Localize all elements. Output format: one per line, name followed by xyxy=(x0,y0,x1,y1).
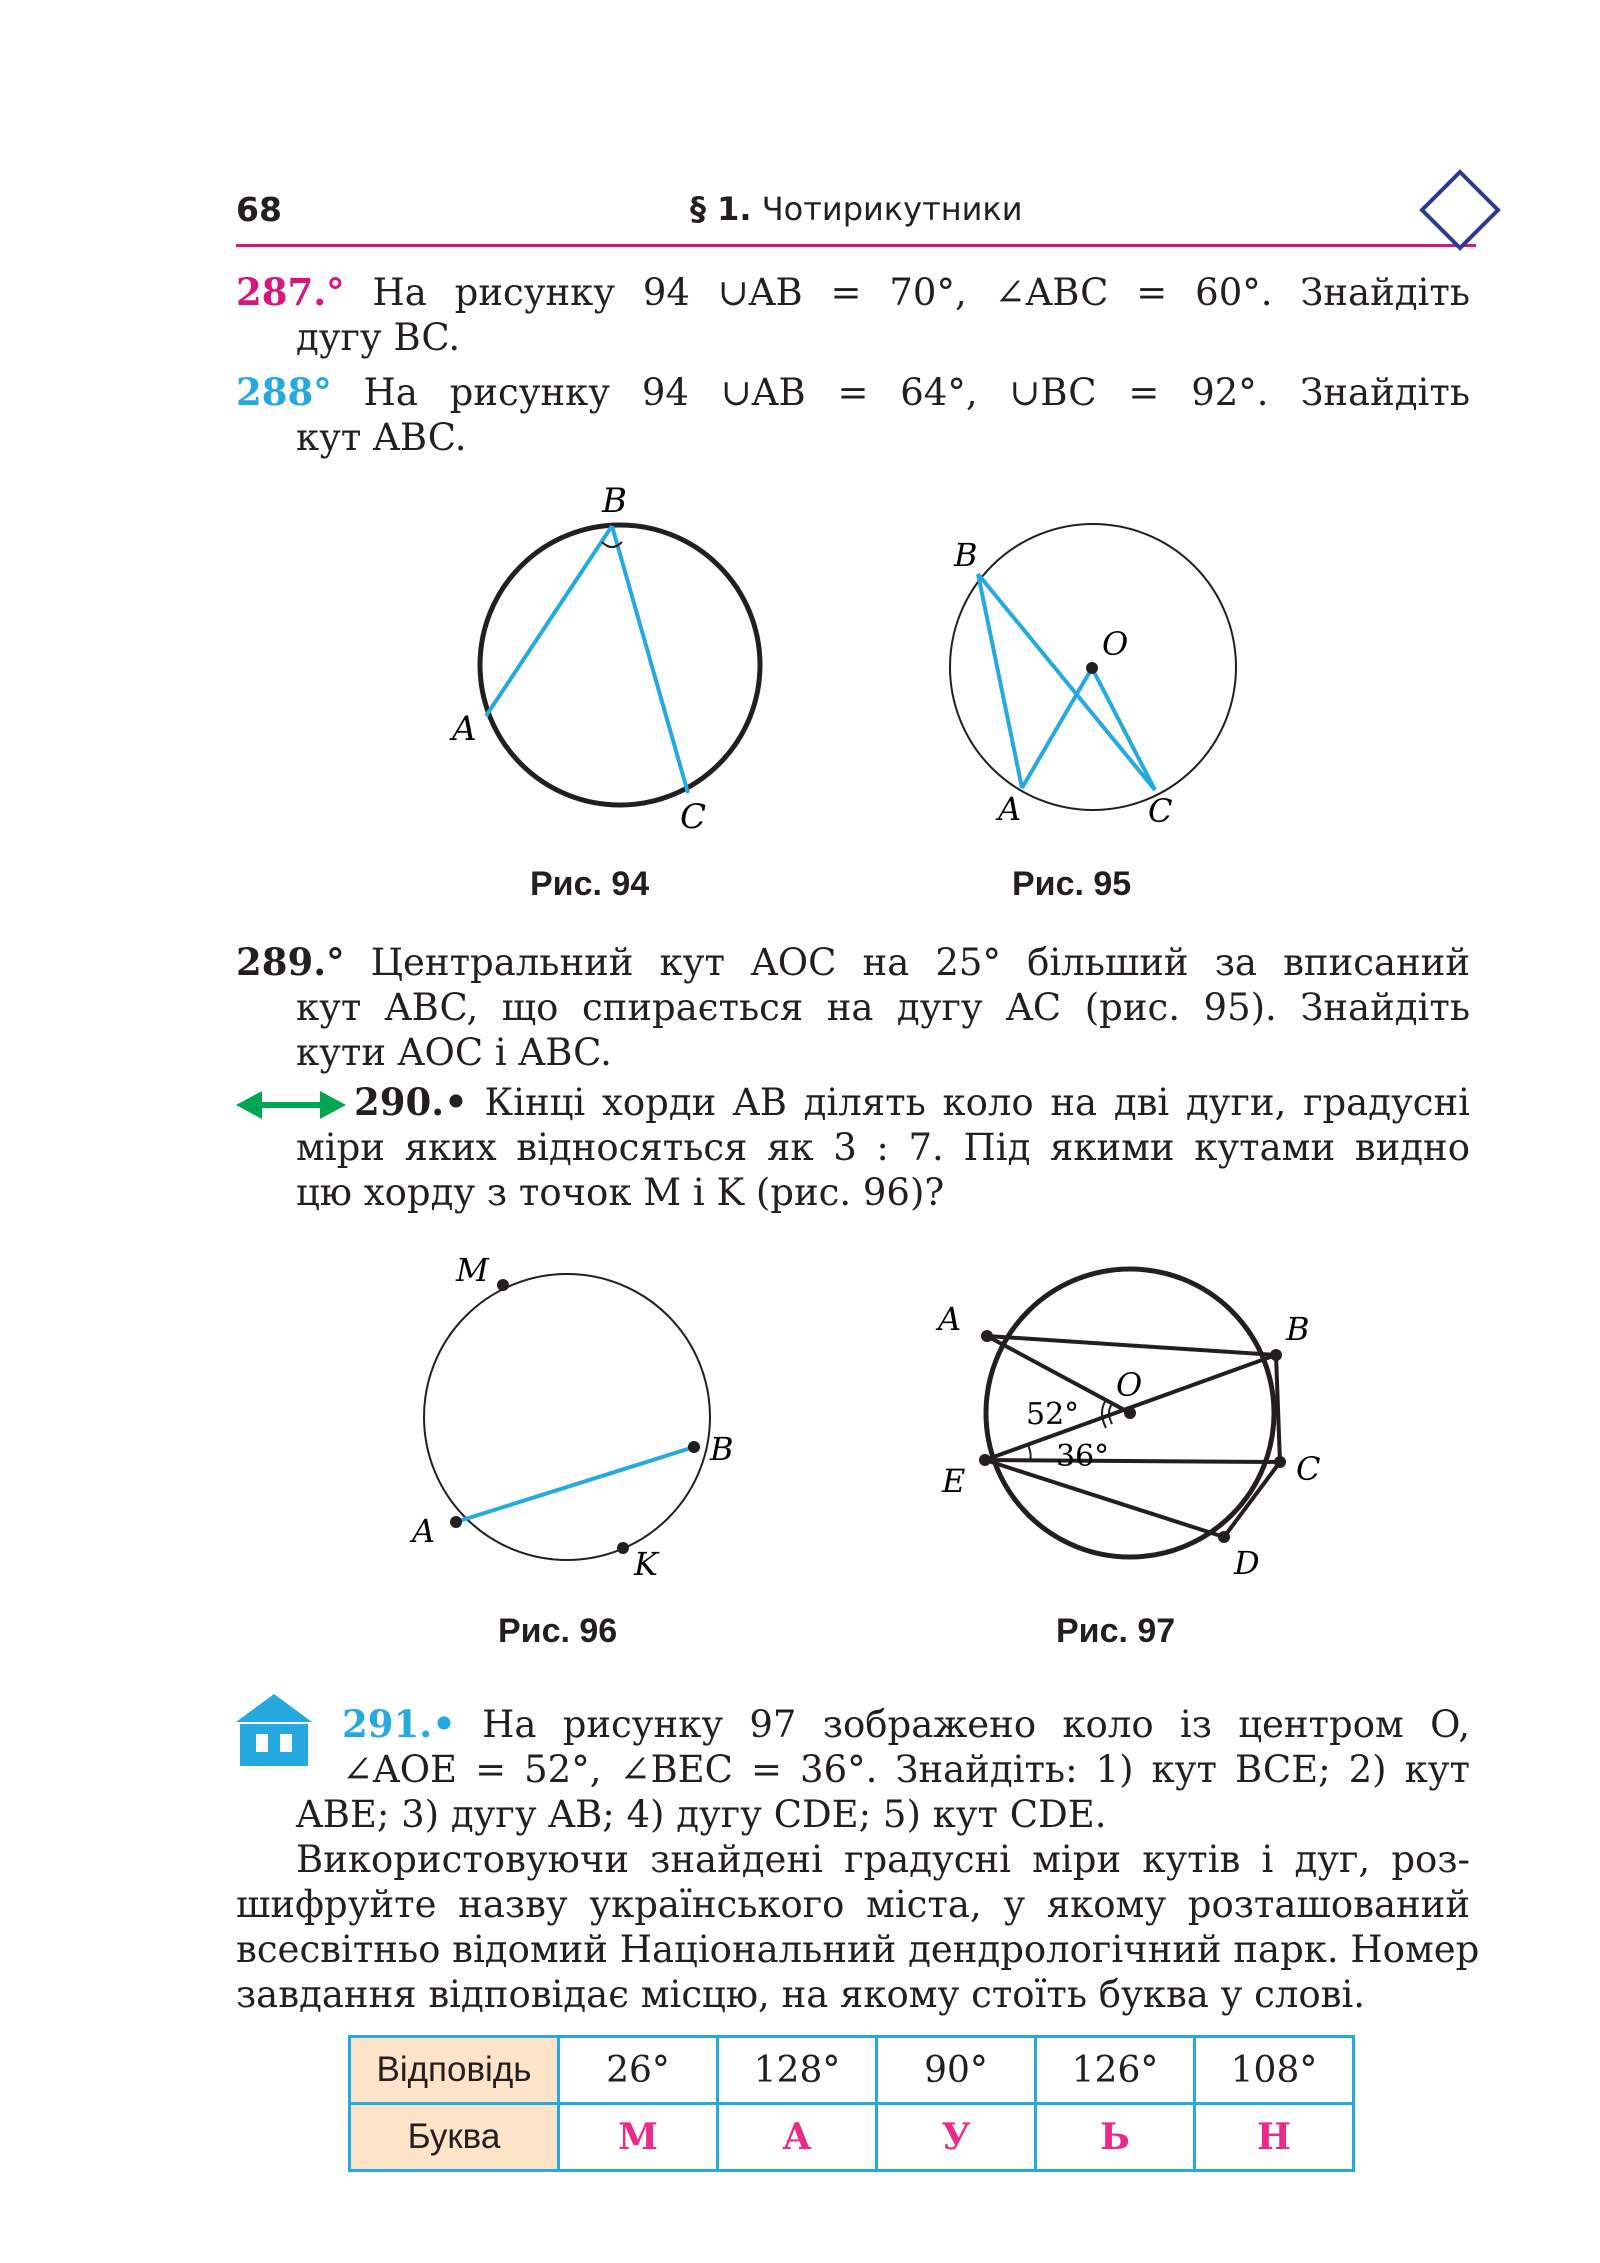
header-rule xyxy=(236,244,1476,247)
answer-row-header: Відповідь xyxy=(350,2037,559,2104)
problem-288-line2: кут ABC. xyxy=(296,416,467,459)
letter-cell: Ь xyxy=(1036,2104,1195,2171)
fig96-label-b: B xyxy=(710,1430,734,1468)
fig96-label-a: A xyxy=(412,1512,436,1550)
problem-289-number: 289.° xyxy=(236,940,345,984)
problem-290 xyxy=(236,1080,1470,1215)
fig94-label-b: B xyxy=(602,481,627,521)
page-number: 68 xyxy=(236,190,282,229)
fig97-label-a: A xyxy=(938,1300,962,1338)
fig97-label-b: B xyxy=(1286,1310,1310,1348)
problem-287 xyxy=(236,270,1470,360)
fig95-label-b: B xyxy=(954,536,978,574)
answer-table xyxy=(348,2035,1355,2172)
letter-cell: У xyxy=(877,2104,1036,2171)
fig97-label-d: D xyxy=(1234,1544,1260,1582)
problem-291-para4: завдання відповідає місцю, на якому стоїть буква у слові. xyxy=(236,1973,1366,2016)
problem-291-line2: ∠AOE = 52°, ∠BEC = 36°. Знайдіть: 1) кут BCE; 2) кут xyxy=(342,1748,1470,1791)
fig97-label-o: O xyxy=(1116,1366,1143,1404)
letter-row xyxy=(350,2104,1354,2171)
answer-row xyxy=(350,2037,1354,2104)
section-mark: § 1. xyxy=(690,190,752,228)
problem-290-line3: цю хорду з точок M і K (рис. 96)? xyxy=(296,1171,945,1214)
figure-94 xyxy=(440,480,780,840)
figure-97 xyxy=(920,1240,1320,1600)
fig95-label-o: O xyxy=(1102,625,1129,663)
problem-291-para3: всесвітньо відомий Національний дендрологічний парк. Номер xyxy=(236,1928,1480,1971)
fig94-label-c: C xyxy=(680,797,707,837)
problem-289-line2: кут ABC, що спирається на дугу AC (рис. 95). Знайдіть xyxy=(296,986,1470,1029)
fig96-caption: Рис. 96 xyxy=(498,1612,618,1650)
problem-288-line1: На рисунку 94 ∪AB = 64°, ∪BC = 92°. Знайдіть xyxy=(363,371,1471,414)
problem-287-line1: На рисунку 94 ∪AB = 70°, ∠ABC = 60°. Знайдіть xyxy=(372,271,1470,314)
fig94-label-a: A xyxy=(452,709,477,749)
problem-289-line1: Центральний кут AOC на 25° більший за вписаний xyxy=(370,941,1470,984)
figure-96 xyxy=(400,1245,760,1585)
problem-291-line3: ABE; 3) дугу AB; 4) дугу CDE; 5) кут CDE. xyxy=(296,1793,1107,1836)
fig95-caption: Рис. 95 xyxy=(1012,865,1132,903)
section-title xyxy=(690,190,1023,228)
fig95-label-c: C xyxy=(1148,792,1173,830)
fig97-caption: Рис. 97 xyxy=(1056,1612,1176,1650)
fig97-angle-36: 36° xyxy=(1056,1439,1110,1474)
problem-288-number: 288° xyxy=(236,370,332,414)
fig97-label-c: C xyxy=(1296,1450,1320,1488)
answer-cell: 90° xyxy=(877,2037,1036,2104)
problem-289-line3: кути AOC і ABC. xyxy=(296,1031,612,1074)
letter-row-header: Буква xyxy=(350,2104,559,2171)
problem-290-number: 290.• xyxy=(354,1080,468,1124)
problem-289 xyxy=(236,940,1470,1075)
fig94-caption: Рис. 94 xyxy=(530,865,650,903)
problem-291-para2: шифруйте назву українського міста, у якому розташований xyxy=(236,1883,1470,1926)
problem-291-para1: Використовуючи знайдені градусні міри кутів і дуг, роз- xyxy=(296,1838,1470,1881)
letter-cell: М xyxy=(559,2104,718,2171)
diamond-icon xyxy=(1418,168,1502,252)
problem-291-line1: На рисунку 97 зображено коло із центром O, xyxy=(482,1703,1470,1746)
fig96-label-m: M xyxy=(456,1251,489,1289)
fig95-label-a: A xyxy=(998,790,1022,828)
letter-cell: Н xyxy=(1195,2104,1354,2171)
fig96-label-k: K xyxy=(634,1545,658,1583)
problem-290-line2: міри яких відносяться як 3 : 7. Під якими кутами видно xyxy=(296,1126,1470,1169)
section-title-text: Чотирикутники xyxy=(761,190,1023,228)
letter-cell: А xyxy=(718,2104,877,2171)
problem-288 xyxy=(236,370,1470,460)
answer-cell: 128° xyxy=(718,2037,877,2104)
problem-291-number: 291.• xyxy=(342,1702,456,1746)
problem-287-line2: дугу BC. xyxy=(296,316,461,359)
answer-cell: 126° xyxy=(1036,2037,1195,2104)
figure-95 xyxy=(930,510,1250,840)
problem-287-number: 287.° xyxy=(236,270,345,314)
fig97-angle-52: 52° xyxy=(1026,1397,1080,1432)
problem-291 xyxy=(236,1702,1480,2017)
answer-cell: 108° xyxy=(1195,2037,1354,2104)
fig97-label-e: E xyxy=(942,1462,966,1500)
answer-cell: 26° xyxy=(559,2037,718,2104)
problem-290-line1: Кінці хорди AB ділять коло на дві дуги, градусні xyxy=(484,1081,1470,1124)
